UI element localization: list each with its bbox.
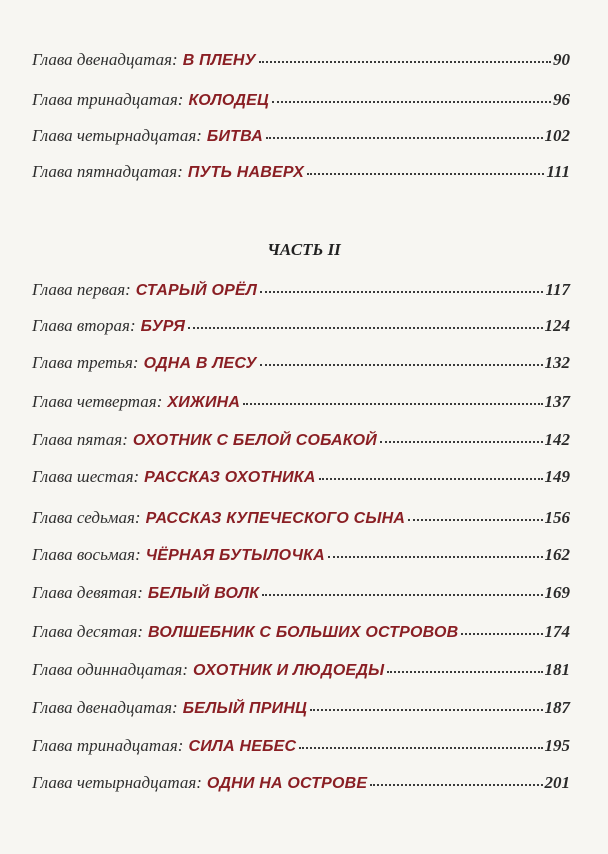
chapter-title: КОЛОДЕЦ	[188, 92, 269, 109]
page-number: 187	[544, 698, 570, 717]
chapter-prefix: Глава третья:	[32, 353, 139, 372]
page-number: 111	[546, 162, 570, 181]
toc-entry	[32, 773, 570, 797]
chapter-title: РАССКАЗ ОХОТНИКА	[144, 469, 316, 486]
toc-entry	[32, 583, 570, 607]
chapter-prefix: Глава восьмая:	[32, 545, 141, 564]
dot-leader	[259, 61, 551, 63]
chapter-title: ВОЛШЕБНИК С БОЛЬШИХ ОСТРОВОВ	[148, 624, 459, 641]
toc-entry	[32, 280, 570, 304]
chapter-title: ОДНА В ЛЕСУ	[143, 355, 257, 372]
dot-leader	[328, 556, 543, 558]
page-number: 124	[544, 316, 570, 335]
chapter-title: ЧЁРНАЯ БУТЫЛОЧКА	[145, 547, 325, 564]
page-number: 169	[544, 583, 570, 602]
dot-leader	[188, 327, 542, 329]
chapter-title: РАССКАЗ КУПЕЧЕСКОГО СЫНА	[145, 510, 406, 527]
chapter-title: В ПЛЕНУ	[182, 52, 256, 69]
dot-leader	[310, 709, 543, 711]
chapter-title: БЕЛЫЙ ПРИНЦ	[182, 700, 307, 717]
page-number: 137	[544, 392, 570, 411]
chapter-title: БУРЯ	[140, 318, 186, 335]
chapter-title: СИЛА НЕБЕС	[188, 738, 297, 755]
page-number: 117	[545, 280, 570, 299]
page-number: 201	[544, 773, 570, 792]
chapter-prefix: Глава пятая:	[32, 430, 128, 449]
dot-leader	[243, 403, 542, 405]
chapter-prefix: Глава тринадцатая:	[32, 736, 184, 755]
dot-leader	[266, 137, 542, 139]
toc-entry	[32, 430, 570, 454]
chapter-title: ОДНИ НА ОСТРОВЕ	[206, 775, 368, 792]
chapter-title: БИТВА	[206, 128, 264, 145]
toc-entry	[32, 736, 570, 760]
dot-leader	[370, 784, 542, 786]
chapter-prefix: Глава вторая:	[32, 316, 136, 335]
chapter-prefix: Глава четырнадцатая:	[32, 126, 202, 145]
dot-leader	[260, 364, 543, 366]
page-number: 181	[544, 660, 570, 679]
page-number: 149	[544, 467, 570, 486]
chapter-prefix: Глава двенадцатая:	[32, 698, 178, 717]
chapter-prefix: Глава четвертая:	[32, 392, 163, 411]
toc-entry	[32, 126, 570, 150]
chapter-prefix: Глава двенадцатая:	[32, 50, 178, 69]
dot-leader	[387, 671, 542, 673]
toc-entry	[32, 545, 570, 569]
page-number: 90	[553, 50, 570, 69]
toc-entry	[32, 353, 570, 377]
toc-entry	[32, 508, 570, 532]
dot-leader	[380, 441, 543, 443]
chapter-prefix: Глава седьмая:	[32, 508, 141, 527]
page-number: 132	[544, 353, 570, 372]
chapter-prefix: Глава первая:	[32, 280, 131, 299]
chapter-title: ХИЖИНА	[167, 394, 241, 411]
toc-entry	[32, 660, 570, 684]
toc-entry	[32, 162, 570, 186]
toc-entry	[32, 622, 570, 646]
chapter-prefix: Глава одиннадцатая:	[32, 660, 188, 679]
dot-leader	[307, 173, 544, 175]
page-number: 142	[544, 430, 570, 449]
dot-leader	[299, 747, 542, 749]
toc-entry	[32, 467, 570, 491]
page-number: 174	[544, 622, 570, 641]
dot-leader	[319, 478, 543, 480]
page-number: 102	[544, 126, 570, 145]
dot-leader	[272, 101, 551, 103]
chapter-prefix: Глава десятая:	[32, 622, 144, 641]
dot-leader	[461, 633, 542, 635]
dot-leader	[260, 291, 543, 293]
chapter-title: ОХОТНИК И ЛЮДОЕДЫ	[193, 662, 385, 679]
chapter-prefix: Глава четырнадцатая:	[32, 773, 202, 792]
part-heading: ЧАСТЬ II	[267, 240, 341, 259]
page-number: 156	[544, 508, 570, 527]
toc-entry	[32, 698, 570, 722]
chapter-prefix: Глава девятая:	[32, 583, 143, 602]
toc-entry	[32, 392, 570, 416]
chapter-prefix: Глава пятнадцатая:	[32, 162, 183, 181]
toc-entry	[32, 90, 570, 114]
chapter-prefix: Глава тринадцатая:	[32, 90, 184, 109]
chapter-title: ОХОТНИК С БЕЛОЙ СОБАКОЙ	[132, 432, 377, 449]
dot-leader	[262, 594, 542, 596]
toc-entry	[32, 316, 570, 340]
page-number: 195	[544, 736, 570, 755]
page-number: 96	[553, 90, 570, 109]
dot-leader	[408, 519, 542, 521]
page-number: 162	[544, 545, 570, 564]
chapter-prefix: Глава шестая:	[32, 467, 140, 486]
toc-entry	[32, 50, 570, 74]
chapter-title: ПУТЬ НАВЕРХ	[187, 164, 305, 181]
chapter-title: СТАРЫЙ ОРЁЛ	[135, 282, 258, 299]
chapter-title: БЕЛЫЙ ВОЛК	[147, 585, 260, 602]
